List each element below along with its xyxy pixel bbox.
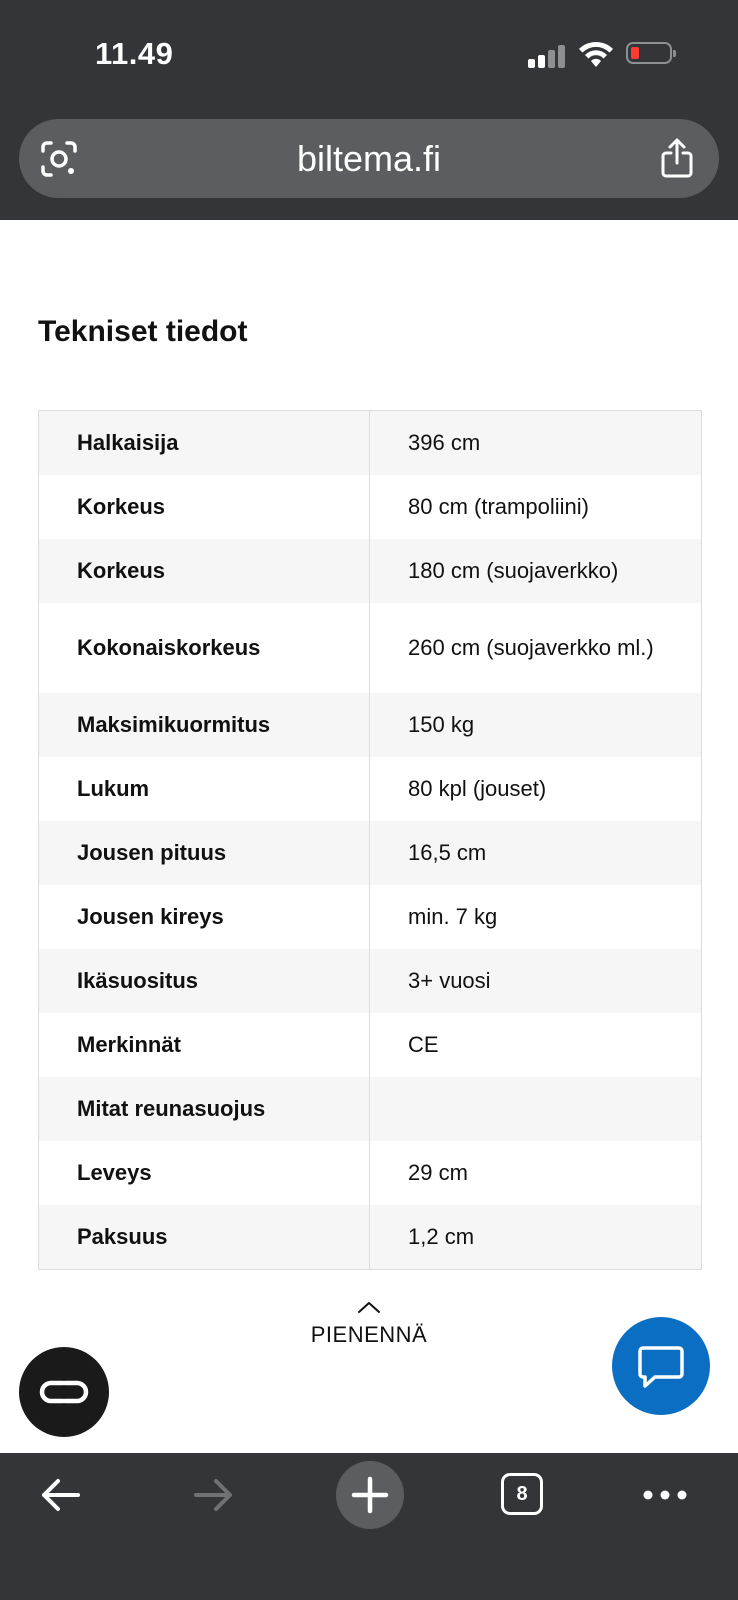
battery-icon	[626, 42, 672, 64]
table-row	[39, 821, 701, 885]
table-row	[39, 693, 701, 757]
spec-value: CE	[408, 1032, 439, 1057]
spec-value: 260 cm (suojaverkko ml.)	[408, 635, 654, 660]
table-row	[39, 603, 701, 693]
browser-bottom-bar	[0, 1453, 738, 1600]
spec-label: Kokonaiskorkeus	[39, 603, 370, 693]
back-arrow-icon[interactable]	[38, 1475, 82, 1515]
spec-value: 1,2 cm	[408, 1224, 475, 1249]
spec-value	[370, 1077, 701, 1141]
spec-value: 80 kpl (jouset)	[408, 776, 547, 801]
table-row	[39, 1013, 701, 1077]
spec-label: Jousen kireys	[39, 885, 370, 949]
browser-top-bar	[0, 0, 738, 220]
link-button[interactable]	[19, 1347, 109, 1437]
forward-arrow-icon[interactable]	[192, 1475, 236, 1515]
spec-value: 3+ vuosi	[408, 968, 491, 993]
table-row	[39, 475, 701, 539]
table-row	[39, 1077, 701, 1141]
more-options-icon[interactable]	[642, 1489, 688, 1501]
new-tab-button[interactable]	[336, 1461, 404, 1529]
spec-table	[38, 410, 702, 1270]
spec-label: Halkaisija	[39, 411, 370, 475]
spec-value: 150 kg	[408, 712, 475, 737]
spec-label: Korkeus	[39, 475, 370, 539]
spec-value: 180 cm (suojaverkko)	[408, 558, 619, 583]
plus-icon	[336, 1461, 404, 1529]
spec-label: Lukum	[39, 757, 370, 821]
spec-label: Paksuus	[39, 1205, 370, 1269]
table-row	[39, 949, 701, 1013]
spec-label: Leveys	[39, 1141, 370, 1205]
spec-label: Merkinnät	[39, 1013, 370, 1077]
share-icon[interactable]	[659, 137, 695, 179]
section-heading: Tekniset tiedot	[38, 315, 248, 348]
wifi-icon	[578, 40, 614, 70]
spec-value: 80 cm (trampoliini)	[408, 494, 589, 519]
url-text[interactable]: biltema.fi	[296, 137, 442, 179]
chevron-up-icon	[357, 1300, 381, 1314]
address-bar[interactable]	[19, 119, 719, 198]
table-row	[39, 411, 701, 475]
table-row	[39, 1205, 701, 1269]
table-row	[39, 1141, 701, 1205]
chat-bubble-icon	[612, 1317, 710, 1415]
spec-value: 29 cm	[408, 1160, 468, 1185]
cellular-signal-icon	[528, 44, 568, 68]
spec-label: Maksimikuormitus	[39, 693, 370, 757]
spec-label: Korkeus	[39, 539, 370, 603]
table-row	[39, 539, 701, 603]
status-time: 11.49	[95, 36, 174, 71]
spec-value: 16,5 cm	[408, 840, 487, 865]
tab-switcher-button[interactable]: 8	[501, 1473, 543, 1515]
spec-value: 396 cm	[408, 430, 481, 455]
spec-label: Ikäsuositus	[39, 949, 370, 1013]
spec-value: min. 7 kg	[408, 904, 498, 929]
collapse-label: PIENENNÄ	[310, 1322, 428, 1347]
chat-button[interactable]	[612, 1317, 710, 1415]
table-row	[39, 757, 701, 821]
link-icon	[19, 1347, 109, 1437]
spec-label: Jousen pituus	[39, 821, 370, 885]
spec-label: Mitat reunasuojus	[39, 1077, 370, 1141]
table-row	[39, 885, 701, 949]
